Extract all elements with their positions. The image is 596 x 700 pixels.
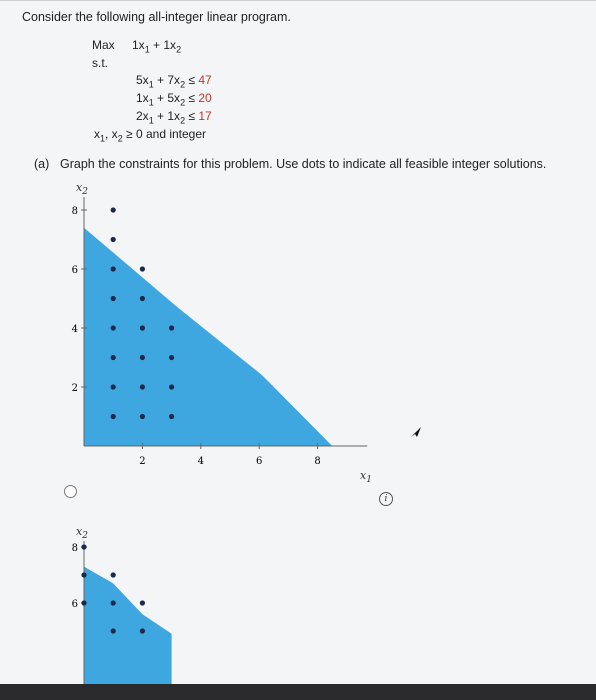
integer-solution-dot: [111, 237, 116, 242]
integer-solution-dot: [140, 266, 145, 271]
integer-solution-dot: [111, 355, 116, 360]
graph1-radio-button[interactable]: [64, 485, 77, 498]
constraint-3: $2x_1 + 1x_2 \le 17$: [136, 109, 212, 126]
integer-solution-dot: [140, 628, 145, 633]
taskbar: [0, 684, 596, 700]
integer-solution-dot: [140, 355, 145, 360]
integer-solution-dot: [140, 325, 145, 330]
y-tick-label: 6: [71, 599, 78, 610]
part-a-instruction: Graph the constraints for this problem. Use dots to indicate all feasible integer solutions.: [60, 157, 547, 171]
constraint-1: $5x_1 + 7x_2 \le 47$: [136, 73, 212, 90]
integer-solution-dot: [111, 266, 116, 271]
graph1-x-axis-label: $x_1$: [360, 469, 372, 486]
graph1-info-icon[interactable]: i: [379, 492, 393, 506]
integer-solution-dot: [140, 414, 145, 419]
y-tick-label: 8: [71, 543, 78, 554]
integer-solution-dot: [140, 296, 145, 301]
x-tick-label: 4: [197, 456, 204, 467]
y-tick-label: 6: [71, 265, 78, 276]
integer-solution-dot: [111, 325, 116, 330]
integer-solution-dot: [111, 384, 116, 389]
integer-solution-dot: [169, 325, 174, 330]
part-a-label: (a): [34, 157, 50, 171]
integer-solution-dot: [111, 296, 116, 301]
constraint-2: $1x_1 + 5x_2 \le 20$: [136, 91, 212, 108]
integer-solution-dot: [111, 414, 116, 419]
integer-solution-dot: [169, 384, 174, 389]
graph2-option[interactable]: [0, 541, 400, 685]
objective-label: Max: [92, 38, 115, 52]
graph2-y-axis-label: $x_2$: [76, 525, 88, 542]
st-label: s.t.: [92, 56, 109, 70]
cursor-icon: [408, 425, 424, 441]
integer-solution-dot: [140, 600, 145, 605]
nonnegativity-constraint: $x_1$, $x_2 \ge 0$ and integer: [94, 127, 207, 144]
integer-solution-dot: [81, 572, 86, 577]
graph1-y-axis-label: $x_2$: [76, 181, 88, 198]
integer-solution-dot: [140, 384, 145, 389]
integer-solution-dot: [81, 600, 86, 605]
graph1-option[interactable]: [0, 191, 400, 491]
x-tick-label: 2: [139, 456, 146, 467]
x-tick-label: 6: [256, 456, 263, 467]
integer-solution-dot: [111, 572, 116, 577]
integer-solution-dot: [81, 544, 86, 549]
feasible-region: [84, 567, 172, 685]
x-tick-label: 8: [314, 456, 321, 467]
integer-solution-dot: [169, 355, 174, 360]
integer-solution-dot: [169, 414, 174, 419]
y-tick-label: 2: [71, 383, 78, 394]
integer-solution-dot: [111, 600, 116, 605]
y-tick-label: 4: [71, 324, 78, 335]
feasible-region: [84, 228, 332, 446]
integer-solution-dot: [111, 207, 116, 212]
y-tick-label: 8: [71, 206, 78, 217]
objective-function: $1x_1 + 1x_2$: [132, 38, 182, 55]
problem-intro: Consider the following all-integer linear program.: [22, 10, 291, 24]
integer-solution-dot: [111, 628, 116, 633]
